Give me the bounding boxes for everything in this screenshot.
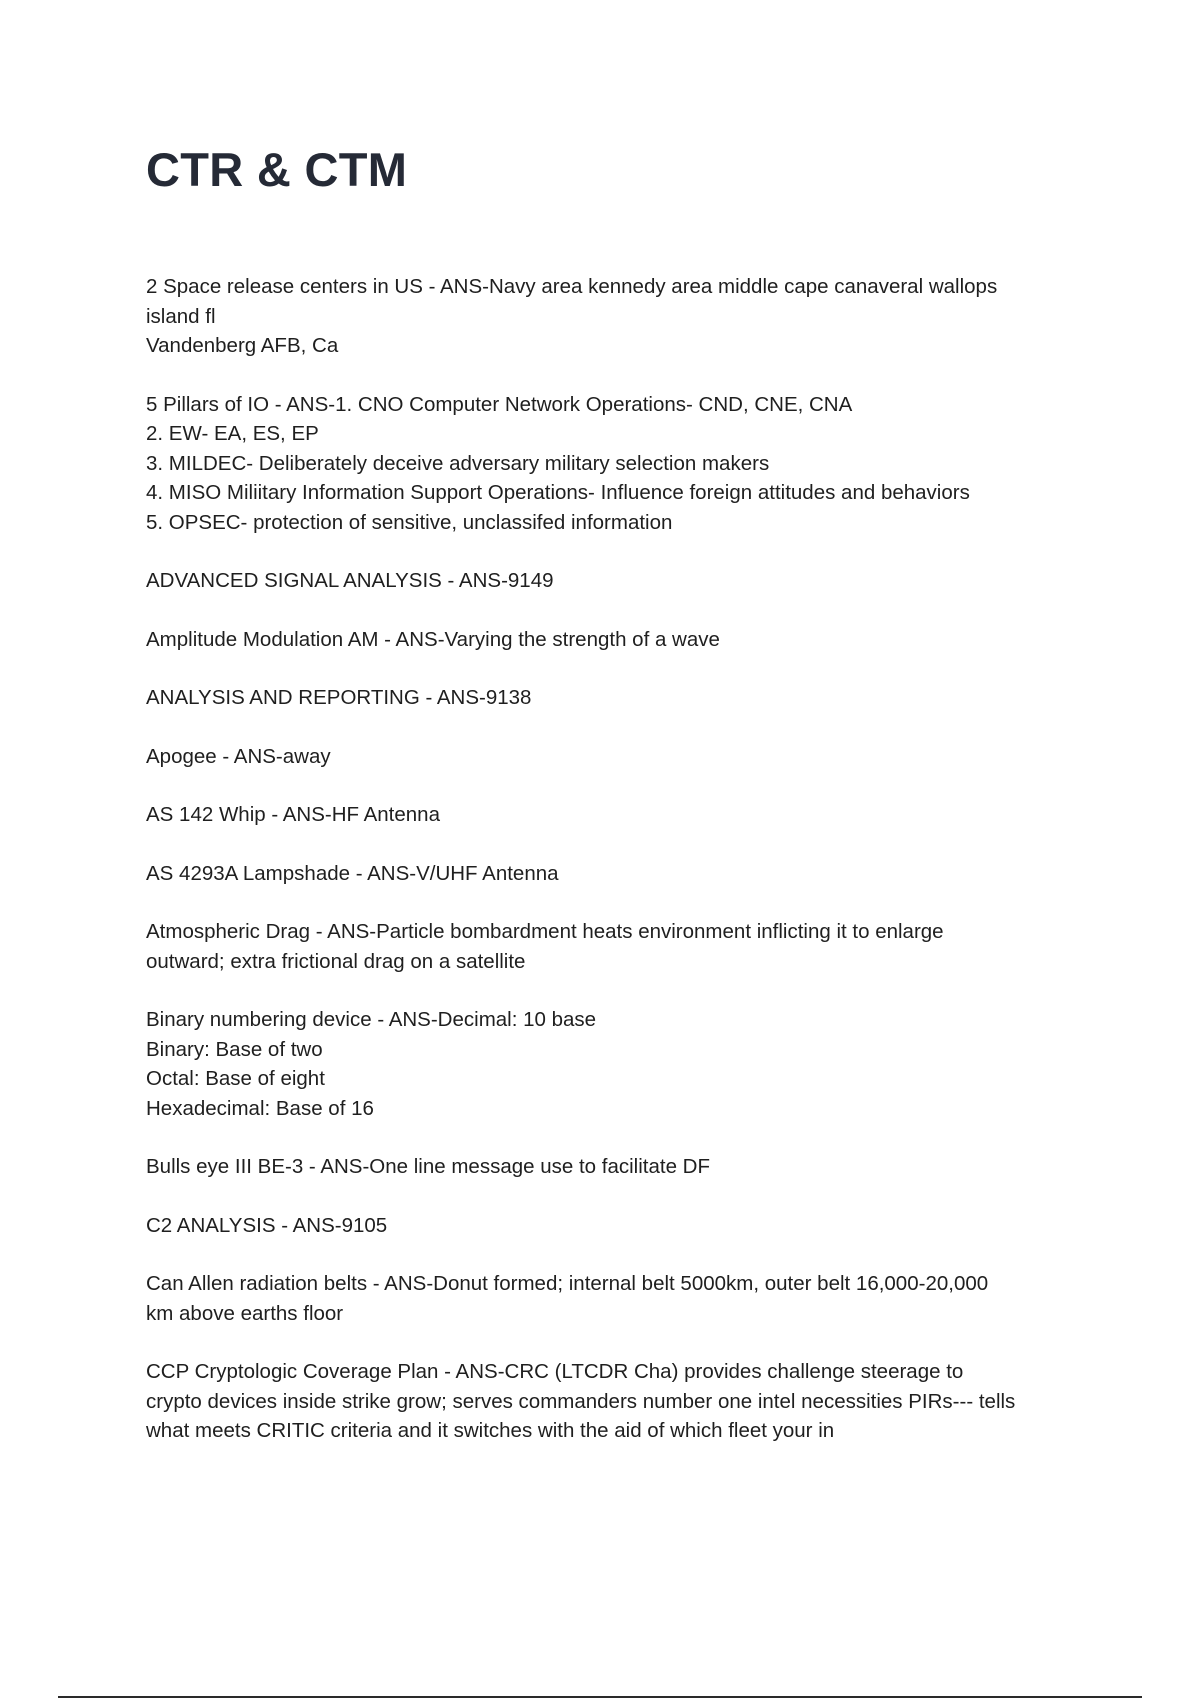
entry-line: AS 142 Whip - ANS-HF Antenna (146, 803, 440, 826)
entry-space-release-centers (146, 272, 1096, 361)
entry-line: ADVANCED SIGNAL ANALYSIS - ANS-9149 (146, 569, 554, 592)
entry-line: Hexadecimal: Base of 16 (146, 1096, 374, 1120)
entry-list (146, 272, 1096, 1475)
entry-line: outward; extra frictional drag on a satellite (146, 949, 526, 973)
entry-line: what meets CRITIC criteria and it switches with the aid of which fleet your in (146, 1419, 835, 1442)
entry-line: 5. OPSEC- protection of sensitive, unclassifed information (146, 510, 673, 534)
page-title: CTR & CTM (146, 143, 408, 196)
entry-amplitude-modulation (146, 625, 1096, 655)
entry-line: Can Allen radiation belts - ANS-Donut formed; internal belt 5000km, outer belt 16,000-20,000 (146, 1272, 989, 1295)
entry-bulls-eye (146, 1152, 1096, 1182)
entry-line: 3. MILDEC- Deliberately deceive adversary military selection makers (146, 451, 770, 475)
entry-line: 4. MISO Miliitary Information Support Operations- Influence foreign attitudes and behaviors (146, 481, 970, 504)
entry-line: crypto devices inside strike grow; serves commanders number one intel necessities PIRs--- tells (146, 1389, 1016, 1413)
entry-line: Binary: Base of two (146, 1037, 323, 1061)
entry-as-142-whip (146, 800, 1096, 830)
footer-divider (58, 1696, 1142, 1698)
entry-line: 5 Pillars of IO - ANS-1. CNO Computer Network Operations- CND, CNE, CNA (146, 392, 853, 416)
entry-line: AS 4293A Lampshade - ANS-V/UHF Antenna (146, 861, 559, 885)
entry-line: km above earths floor (146, 1301, 344, 1325)
entry-line: Atmospheric Drag - ANS-Particle bombardment heats environment inflicting it to enlarge (146, 920, 944, 943)
entry-radiation-belts (146, 1269, 1096, 1328)
entry-line: 2 Space release centers in US - ANS-Navy area kennedy area middle cape canaveral wallops (146, 275, 998, 298)
entry-line: Binary numbering device - ANS-Decimal: 10 base (146, 1008, 597, 1031)
entry-line: Octal: Base of eight (146, 1067, 325, 1090)
entry-apogee (146, 742, 1096, 772)
entry-c2-analysis (146, 1211, 1096, 1241)
entry-line: C2 ANALYSIS - ANS-9105 (146, 1213, 388, 1237)
entry-as-4293a-lampshade (146, 859, 1096, 889)
entry-ccp-cryptologic-coverage-plan (146, 1357, 1096, 1446)
entry-line: CCP Cryptologic Coverage Plan - ANS-CRC (LTCDR Cha) provides challenge steerage to (146, 1360, 964, 1383)
entry-line: Vandenberg AFB, Ca (146, 334, 339, 357)
entry-advanced-signal-analysis (146, 566, 1096, 596)
entry-line: island fl (146, 304, 216, 328)
entry-pillars-of-io (146, 390, 1096, 538)
entry-line: ANALYSIS AND REPORTING - ANS-9138 (146, 686, 532, 709)
entry-analysis-and-reporting (146, 683, 1096, 713)
entry-line: Amplitude Modulation AM - ANS-Varying the strength of a wave (146, 627, 720, 651)
entry-line: Apogee - ANS-away (146, 744, 331, 768)
entry-atmospheric-drag (146, 917, 1096, 976)
entry-line: Bulls eye III BE-3 - ANS-One line message use to facilitate DF (146, 1155, 710, 1178)
entry-line: 2. EW- EA, ES, EP (146, 422, 319, 445)
entry-binary-numbering-device (146, 1005, 1096, 1123)
